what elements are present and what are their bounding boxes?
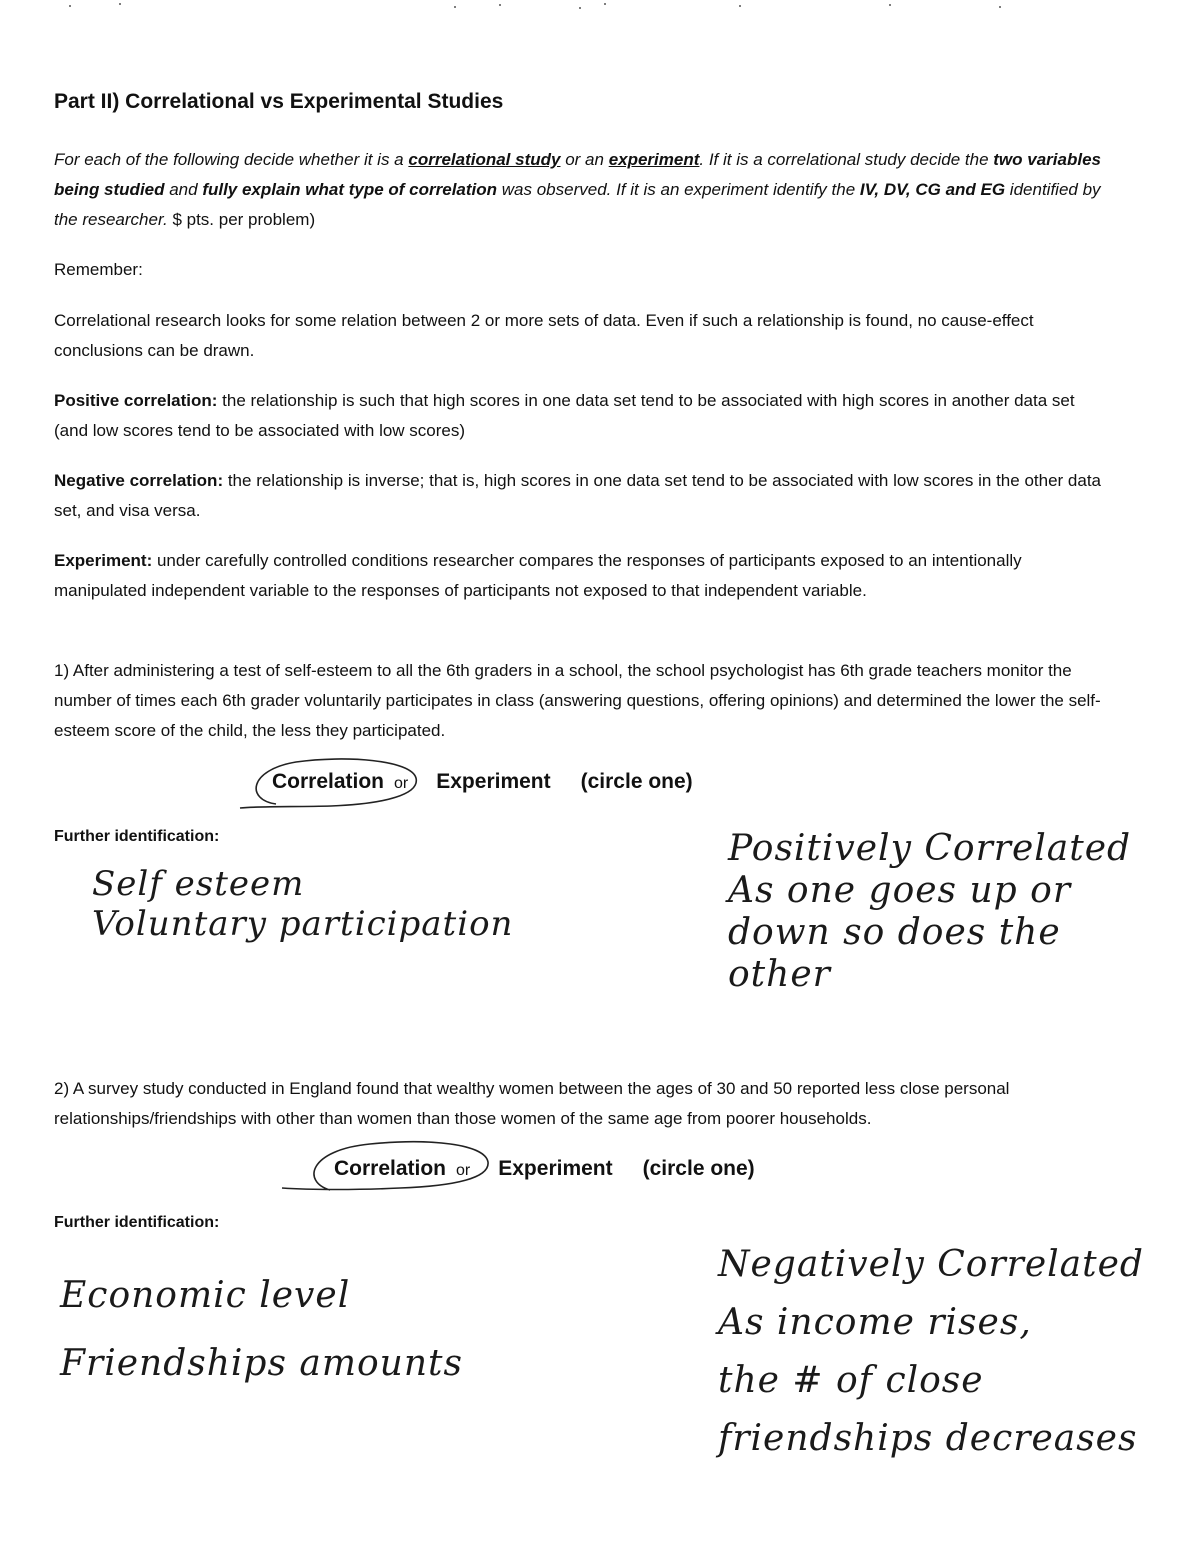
q1-circle-hint: (circle one) <box>580 770 693 793</box>
q1-option-experiment[interactable]: Experiment <box>436 770 551 793</box>
experiment-term: Experiment: <box>54 551 153 570</box>
correlational-definition: Correlational research looks for some relation between 2 or more sets of data. Even if such a relationship is found, no cause-effect conclusions can be drawn. <box>54 311 1034 360</box>
instructions-experiment: experiment <box>608 150 700 169</box>
instructions-text: . If it is a correlational study decide the <box>699 150 994 169</box>
q2-hand-circle <box>280 1136 495 1198</box>
instructions-bold: IV, DV, CG and EG <box>859 180 1006 199</box>
q2-further-identification: Further identification: <box>54 1214 220 1231</box>
q1-option-correlation[interactable]: Correlation <box>272 770 385 793</box>
q2-handwritten-correlation: Negatively Correlated As income rises, the # of close friendships decreases <box>718 1244 1144 1459</box>
instructions-text: identified by the researcher. <box>54 180 1101 229</box>
instructions-text: and <box>164 180 203 199</box>
q1-handwritten-variables: Self esteem Voluntary participation <box>92 864 514 944</box>
instructions-bold: fully explain what type of correlation <box>202 180 498 199</box>
negative-term: Negative correlation: <box>54 471 224 490</box>
points-note: $ pts. per problem) <box>172 210 316 229</box>
negative-def: the relationship is inverse; that is, high scores in one data set tend to be associated with low scores in the other data set, and visa versa. <box>54 471 1101 520</box>
section-title: Part II) Correlational vs Experimental Studies <box>54 90 504 113</box>
instructions-correlational: correlational study <box>408 150 561 169</box>
q2-option-correlation[interactable]: Correlation <box>334 1157 447 1180</box>
q2-or: or <box>456 1162 471 1179</box>
q1-or: or <box>394 775 409 792</box>
experiment-def: under carefully controlled conditions researcher compares the responses of participants exposed to an intentionally manipulated independent variable to the responses of participants not exposed to that independent variable. <box>54 551 1022 600</box>
instructions-text: was observed. If it is an experiment identify the <box>497 180 860 199</box>
instructions-text: For each of the following decide whether it is a <box>54 150 409 169</box>
question-1-text: 1) After administering a test of self-esteem to all the 6th graders in a school, the school psychologist has 6th grade teachers monitor the number of times each 6th grader voluntarily participates in class (answering questions, offering opinions) and determined the lower the self-esteem score of the child, the less they participated. <box>54 661 1101 740</box>
q1-handwritten-correlation: Positively Correlated As one goes up or down so does the other <box>728 828 1132 995</box>
scan-specks <box>0 0 1200 20</box>
remember-label: Remember: <box>54 260 143 279</box>
instructions-text: or an <box>560 150 609 169</box>
positive-term: Positive correlation: <box>54 391 218 410</box>
experiment-definition <box>54 546 1104 606</box>
question-2-text: 2) A survey study conducted in England found that wealthy women between the ages of 30 and 50 reported less close personal relationships/friendships with other than women than those women of the same age from poorer households. <box>54 1079 1010 1128</box>
instructions <box>54 145 1104 235</box>
positive-def: the relationship is such that high scores in one data set tend to be associated with high scores in another data set (and low scores tend to be associated with low scores) <box>54 391 1075 440</box>
q1-hand-circle <box>236 752 426 812</box>
q1-further-identification: Further identification: <box>54 828 220 845</box>
q2-circle-hint: (circle one) <box>642 1157 755 1180</box>
negative-correlation-definition <box>54 466 1104 526</box>
positive-correlation-definition <box>54 386 1104 446</box>
instructions-bold: two variables being studied <box>54 150 1101 199</box>
q2-handwritten-variables: Economic level Friendships amounts <box>60 1275 463 1384</box>
q2-option-experiment[interactable]: Experiment <box>498 1157 613 1180</box>
